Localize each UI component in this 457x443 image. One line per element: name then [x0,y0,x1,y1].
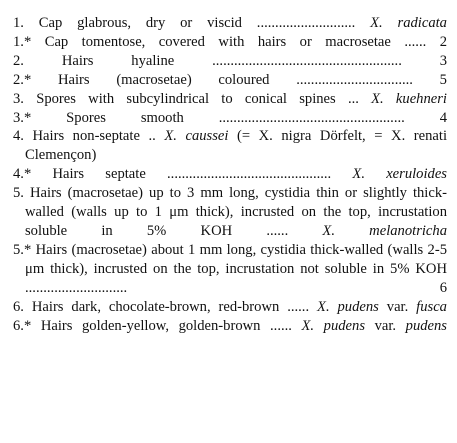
key-entry-3-alt [13,109,447,128]
rank-text: var. [378,298,417,315]
entry-number: 2.* [13,71,32,88]
taxon-name: X. caussei [164,128,229,145]
synonym-text: (= X. nigra Dörfelt, = X. renati Clemençon) [25,128,447,164]
rank-text: var. [365,317,406,334]
entry-text: Hairs non-septate .. [32,128,165,145]
entry-text: Spores smooth ................................................... 4 [66,109,447,126]
entry-number: 6. [13,298,24,315]
taxon-name: X. xeruloides [352,166,447,183]
entry-number: 1.* [13,33,32,50]
entry-number: 5. [13,185,24,202]
taxon-name: X. radicata [370,15,447,31]
key-entry-2 [13,52,447,71]
entry-text: Hairs hyaline .................................................... 3 [61,52,447,69]
taxon-name: X. kuehneri [371,90,447,107]
key-entry-4 [13,127,447,165]
entry-text: Hairs dark, chocolate-brown, red-brown ...... [31,298,318,315]
key-entry-5 [13,184,447,241]
key-entry-3 [13,90,447,109]
taxon-name: X. pudens [301,317,365,334]
key-entry-2-alt [13,71,447,90]
variety-epithet: pudens [405,317,447,334]
key-entry-6-alt [13,317,447,336]
key-entry-1 [13,14,447,33]
taxon-name: X. pudens [317,298,379,315]
entry-number: 1. [13,15,24,31]
entry-text: Cap tomentose, covered with hairs or macrosetae ...... 2 [44,33,447,50]
entry-text: Hairs (macrosetae) up to 3 mm long, cystidia thin or slightly thick-walled (walls up to 1 μm thick), incrusted on the top, incrustation soluble in 5% KOH ...... [25,185,447,239]
entry-text: Spores with subcylindrical to conical spines ... [36,90,372,107]
key-entry-6 [13,298,447,317]
entry-text: Hairs septate ............................................. [52,166,353,183]
taxon-name: X. melanotricha [322,222,447,239]
entry-text: Hairs golden-yellow, golden-brown ...... [40,317,302,334]
entry-text: Cap glabrous, dry or viscid ........................... [38,15,371,31]
entry-number: 4. [13,128,24,145]
entry-number: 6.* [13,317,32,334]
entry-number: 3. [13,90,24,107]
entry-text: Hairs (macrosetae) about 1 mm long, cystidia thick-walled (walls 2-5 μm thick), incrusted on the top, incrustation not soluble in 5% KOH ............................ 6 [25,241,448,296]
key-entry-5-alt [13,241,447,298]
key-entry-1-alt [13,33,447,52]
variety-epithet: fusca [416,298,447,315]
entry-number: 2. [13,52,24,69]
entry-number: 4.* [13,166,32,183]
key-entry-4-alt [13,165,447,184]
entry-number: 3.* [13,109,32,126]
entry-text: Hairs (macrosetae) coloured ................................ 5 [57,71,447,88]
entry-number: 5.* [13,241,32,258]
